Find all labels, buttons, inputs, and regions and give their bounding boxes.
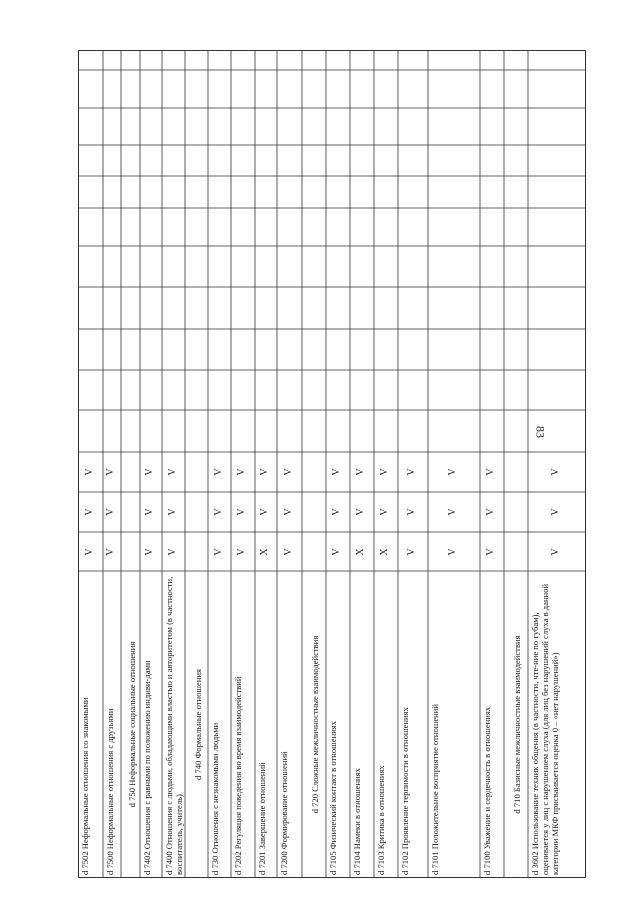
rating-mark: V	[236, 547, 247, 556]
rating-mark: V	[331, 468, 342, 476]
rating-mark: V	[447, 468, 458, 476]
rating-mark: V	[144, 508, 155, 516]
row-label: d 7104 Намеки в отношениях	[352, 768, 362, 875]
rating-mark: V	[331, 547, 342, 556]
row-label: d 730 Отношения с незнакомыми людьми	[210, 722, 220, 875]
row-label: d 7103 Критика в отношениях	[376, 765, 386, 875]
rating-mark: V	[259, 508, 270, 516]
rating-mark: V	[105, 547, 116, 556]
rating-mark: V	[485, 508, 496, 516]
row-label: d 7201 Завершение отношений	[257, 762, 267, 875]
rating-mark: V	[447, 547, 458, 556]
rating-mark: V	[236, 468, 247, 476]
rating-mark: V	[83, 468, 95, 476]
rating-mark: V	[212, 508, 224, 516]
rating-mark: V	[144, 468, 155, 476]
rating-mark: X	[379, 547, 390, 556]
rating-mark: V	[406, 547, 417, 556]
rating-mark: V	[166, 468, 178, 476]
row-label: d 7102 Проявление терпимости в отношениях	[400, 707, 410, 875]
rating-mark: V	[282, 468, 294, 476]
row-label: d 7500 Неформальные отношения с друзьями	[105, 708, 115, 875]
rating-mark: X	[259, 547, 270, 556]
row-label: d 7101 Положительное восприятие отношений	[430, 704, 440, 875]
rating-mark: V	[144, 547, 155, 556]
rating-mark: V	[485, 468, 496, 476]
rating-mark: V	[166, 547, 178, 556]
rating-mark: V	[406, 508, 417, 516]
rating-mark: V	[485, 547, 496, 556]
row-label: d 7105 Физический контакт в отношениях	[328, 720, 338, 875]
row-label: d 7202 Регуляция поведения во время взаимодействий	[233, 676, 243, 875]
rating-mark: X	[355, 547, 366, 556]
rating-mark: V	[550, 547, 561, 556]
assessment-table	[78, 50, 586, 878]
rating-mark: V	[331, 508, 342, 516]
rating-mark: V	[550, 508, 561, 516]
page-number: 83	[533, 426, 548, 438]
rating-mark: V	[236, 508, 247, 516]
row-label: d 7100 Уважение и сердечность в отношениях	[482, 706, 492, 875]
rating-mark: V	[83, 547, 95, 556]
rating-mark: V	[282, 508, 294, 516]
row-label: d 7402 Отношения с равными по положению индиви-дами	[142, 660, 152, 875]
rating-mark: V	[282, 547, 294, 556]
rating-mark: V	[355, 508, 366, 516]
rating-mark: V	[355, 468, 366, 476]
rating-mark: V	[166, 508, 178, 516]
row-label: d 710 Базисные межличностные взаимодействия	[512, 635, 522, 814]
rating-mark: V	[212, 547, 224, 556]
rating-mark: V	[447, 508, 458, 516]
rating-mark: V	[406, 468, 417, 476]
rating-mark: V	[259, 468, 270, 476]
row-label: d 7502 Неформальные отношения со знакомыми	[80, 697, 90, 875]
row-label: d 7400 Отношения с людьми, обладающими властью и авторитетом (в частности, воспитатель, учитель)	[164, 576, 184, 875]
row-label: d 7200 Формирование отношений	[279, 751, 289, 875]
rating-mark: V	[105, 508, 116, 516]
row-label: d 3602 Использование техник общения (в частности, чте-ние по губам), оценивается у лиц с нарушением слуха (для лиц без нарушений слуха в данной категории МКФ присваивается оценка 0 – «нет нарушений»)	[530, 583, 560, 875]
rating-mark: V	[550, 468, 561, 476]
row-label: d 720 Сложные межличностные взаимодействия	[310, 635, 320, 814]
rating-mark: V	[83, 508, 95, 516]
row-label: d 740 Формальные отношения	[192, 669, 203, 780]
row-label: d 750 Неформальные социальные отношения	[126, 641, 137, 808]
rating-mark: V	[212, 468, 224, 476]
rating-mark: V	[379, 468, 390, 476]
rating-mark: V	[105, 468, 116, 476]
rating-mark: V	[379, 508, 390, 516]
